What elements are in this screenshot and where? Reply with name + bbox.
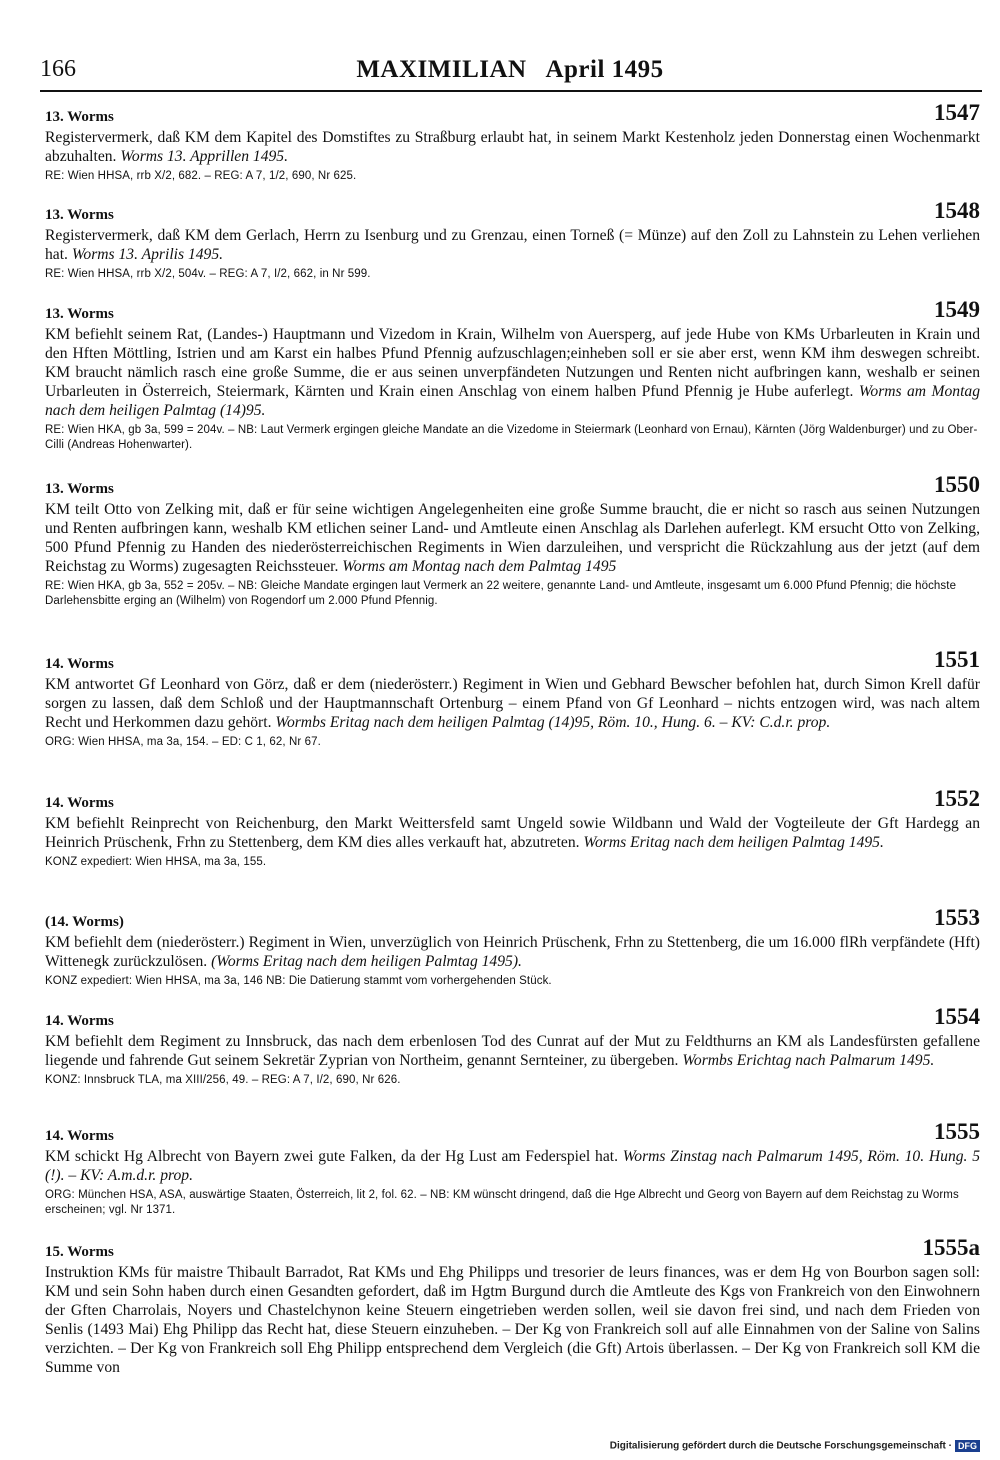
entry-number: 1554: [934, 1004, 980, 1029]
page-number: 166: [40, 56, 76, 82]
entry-number: 1550: [934, 472, 980, 497]
header-rule: [40, 90, 982, 92]
entry-source: RE: Wien HHSA, rrb X/2, 504v. – REG: A 7, I/2, 662, in Nr 599.: [45, 268, 371, 280]
regest-entry: [45, 472, 980, 609]
entry-number: 1551: [934, 647, 980, 672]
entry-source: ORG: München HSA, ASA, auswärtige Staaten, Österreich, lit 2, fol. 62. – NB: KM wünscht dringend, daß die Hge Albrecht und Georg von Bayern auf dem Reichstag zu Worms erscheinen; vgl. Nr 1371.: [45, 1189, 959, 1216]
entry-source: KONZ expediert: Wien HHSA, ma 3a, 146 NB: Die Datierung stammt vom vorhergehenden Stück.: [45, 975, 552, 987]
regest-entry: [45, 786, 980, 870]
entry-text: KM befiehlt dem (niederösterr.) Regiment in Wien, unverzüglich von Heinrich Prüschenk, Frhn zu Stettenberg, die um 16.000 flRh verpfändete (Hft) Wittenegk zurückzulösen. (Worms Eritag nach dem heiligen Palmtag 1495).: [45, 934, 980, 970]
entry-text: Registervermerk, daß KM dem Gerlach, Herrn zu Isenburg und zu Grenzau, einen Torneß (= Münze) auf den Zoll zu Lahnstein zu Lehen verliehen hat. Worms 13. Aprilis 1495.: [45, 227, 980, 263]
entry-text: KM befiehlt dem Regiment zu Innsbruck, das nach dem erbenlosen Tod des Cunrat auf der Mut zu Feldthurns an KM als Landesfürsten gefallene liegende und fahrende Gut seinem Sekretär Zyprian von Northeim, genannt Sernteiner, zu übergeben. Wormbs Erichtag nach Palmarum 1495.: [45, 1033, 980, 1069]
regest-entry: [45, 198, 980, 282]
entry-number: 1555: [934, 1119, 980, 1144]
footer-text: Digitalisierung gefördert durch die Deutsche Forschungsgemeinschaft ·: [609, 1440, 952, 1452]
entry-date: 15. Worms: [45, 1244, 114, 1260]
entry-text: Instruktion KMs für maistre Thibault Barradot, Rat KMs und Ehg Philipps und tresorier de leurs finances, was er dem Hg von Bourbon sagen soll: KM und sein Sohn haben durch einen Gesandten gefordert, daß im Hgtm Burgund durch die Amtleute des Kgs von Frankreich von den Einwohnern der Gften Charrolais, Noyers und Chastelchynon keine Steuern eingetrieben werden sollen, weil sie davon frei sind, und nach dem Frieden von Senlis (1493 Mai) Ehg Philipp das Recht hat, diese Steuern einzuheben. – Der Kg von Frankreich soll auf alle Einnahmen von der Saline von Salins verzichten. – Der Kg von Frankreich soll Ehg Philipp entsprechend dem Vergleich (die Gft) Artois überlassen. – Der Kg von Frankreich soll KM die Summe von: [45, 1264, 980, 1376]
running-title: MAXIMILIAN April 1495: [356, 56, 664, 83]
entry-date: 14. Worms: [45, 1013, 114, 1029]
regest-entry: [45, 1235, 980, 1380]
entry-date: 13. Worms: [45, 306, 114, 322]
regest-entry: [45, 1119, 981, 1218]
entry-number: 1549: [934, 297, 980, 322]
entry-number: 1548: [934, 198, 980, 223]
regest-entry: [45, 1004, 980, 1088]
entry-date: 14. Worms: [45, 1128, 114, 1144]
page-header: [40, 56, 980, 88]
entry-source: KONZ expediert: Wien HHSA, ma 3a, 155.: [45, 856, 267, 868]
entry-source: KONZ: Innsbruck TLA, ma XIII/256, 49. – REG: A 7, I/2, 690, Nr 626.: [45, 1074, 401, 1086]
entry-text: KM antwortet Gf Leonhard von Görz, daß er dem (niederösterr.) Regiment in Wien und Gebhard Bewscher befohlen hat, durch Simon Krell dafür sorgen zu lassen, daß dem Schloß und der Hauptmannschaft Ortenburg – einem Pfand von Gf Leonhard – nichts entzogen wird, was nach altem Recht und Herkommen dazu gehört. Wormbs Eritag nach dem heiligen Palmtag (14)95, Röm. 10., Hung. 6. – KV: C.d.r. prop.: [45, 676, 980, 731]
entry-date: 13. Worms: [45, 481, 114, 497]
entry-source: ORG: Wien HHSA, ma 3a, 154. – ED: C 1, 62, Nr 67.: [45, 736, 321, 748]
entry-number: 1553: [934, 905, 980, 930]
regest-entry: [45, 297, 980, 453]
regest-entry: [45, 905, 980, 989]
entry-text: KM teilt Otto von Zelking mit, daß er für seine wichtigen Angelegenheiten eine große Summe braucht, die er nicht so rasch aus seinen Nutzungen und Renten aufbringen kann, weshalb KM etlichen seiner Land- und Amtleute einen Anschlag als Darlehen auferlegt. KM ersucht Otto von Zelking, 500 Pfund Pfennig zu Handen des niederösterreichischen Regiments in Wien darzuleihen, und verspricht die Rückzahlung aus der jetzt (auf dem Reichstag zu Worms) zugesagten Reichssteuer. Worms am Montag nach dem Palmtag 1495: [45, 501, 980, 575]
regest-entry: [45, 647, 980, 750]
regest-entry: [45, 100, 980, 184]
entry-number: 1555a: [922, 1235, 980, 1260]
entry-text: KM schickt Hg Albrecht von Bayern zwei gute Falken, da der Hg Lust am Federspiel hat. Worms Zinstag nach Palmarum 1495, Röm. 10. Hung. 5 (!). – KV: A.m.d.r. prop.: [45, 1148, 981, 1184]
entry-text: KM befiehlt seinem Rat, (Landes-) Hauptmann und Vizedom in Krain, Wilhelm von Auersperg, auf jede Hube von KMs Urbarleuten in Krain und den Hften Möttling, Istrien und am Karst ein halbes Pfund Pfennig aufzuschlagen;einheben soll er sie aber erst, wenn KM ihm deswegen schreibt. KM braucht nämlich rasch eine große Summe, die er aus seinen unverpfändeten Nutzungen und Renten nicht aufbringen kann, weshalb er seinen Urbarleuten in Österreich, Steiermark, Kärnten und Krain einen Anschlag von einem halben Pfund Pfennig je Hube auferlegt. Worms am Montag nach dem heiligen Palmtag (14)95.: [45, 326, 980, 419]
entry-source: RE: Wien HKA, gb 3a, 552 = 205v. – NB: Gleiche Mandate ergingen laut Vermerk an 22 weitere, genannte Land- und Amtleute, insgesamt um 6.000 Pfund Pfennig; die höchste Darlehensbitte erging an (Wilhelm) von Rogendorf um 2.000 Pfund Pfennig.: [45, 580, 957, 607]
entry-number: 1552: [934, 786, 980, 811]
entry-text: KM befiehlt Reinprecht von Reichenburg, den Markt Weittersfeld samt Ungeld sowie Wildbann und Wald der Vogteileute der Gft Hardegg an Heinrich Prüschenk, Frhn zu Stettenberg, dem KM dies alles verkauft hat, abzutreten. Worms Eritag nach dem heiligen Palmtag 1495.: [45, 815, 980, 851]
entry-date: 14. Worms: [45, 656, 114, 672]
entry-date: (14. Worms): [45, 914, 124, 930]
entry-source: RE: Wien HHSA, rrb X/2, 682. – REG: A 7, 1/2, 690, Nr 625.: [45, 170, 357, 182]
digitization-footer: [610, 1440, 980, 1458]
entry-date: 13. Worms: [45, 207, 114, 223]
entry-number: 1547: [934, 100, 980, 125]
entry-source: RE: Wien HKA, gb 3a, 599 = 204v. – NB: Laut Vermerk ergingen gleiche Mandate an die Vizedome in Steiermark (Leonhard von Ernau), Kärnten (Jörg Waldenburger) und zu Ober-Cilli (Andreas Hohenwarter).: [45, 424, 978, 451]
entry-text: Registervermerk, daß KM dem Kapitel des Domstiftes zu Straßburg erlaubt hat, in seinem Markt Kestenholz jeden Donnerstag einen Wochenmarkt abzuhalten. Worms 13. Apprillen 1495.: [45, 129, 980, 165]
dfg-logo-icon: DFG: [955, 1440, 980, 1452]
entry-date: 14. Worms: [45, 795, 114, 811]
entry-date: 13. Worms: [45, 109, 114, 125]
